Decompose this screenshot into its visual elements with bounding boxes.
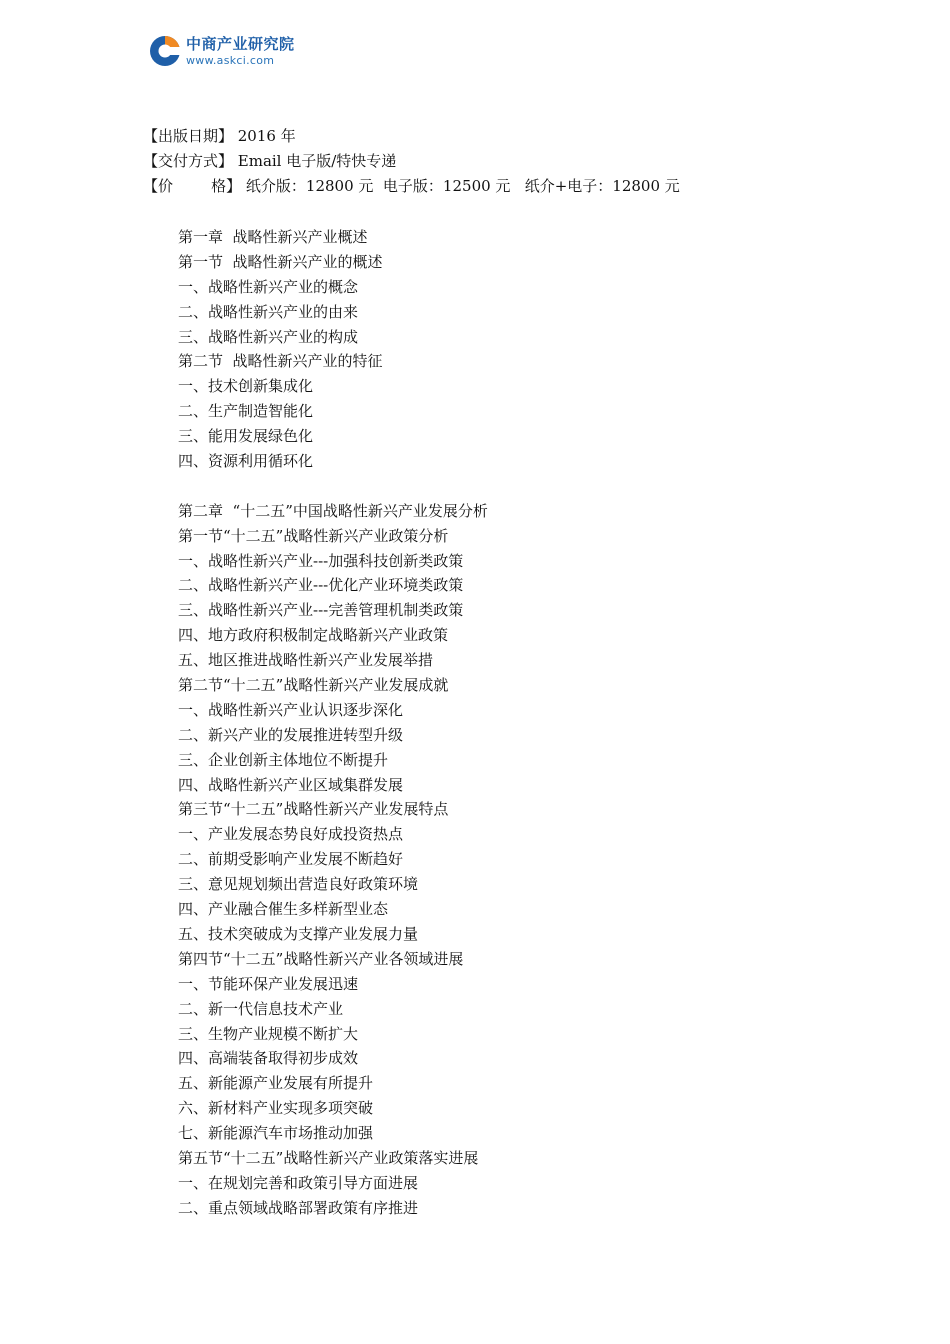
- toc-heading: 第五节“十二五”战略性新兴产业政策落实进展: [178, 1148, 479, 1167]
- toc-item: 四、产业融合催生多样新型业态: [178, 900, 389, 919]
- toc-item: 三、能用发展绿色化: [178, 427, 314, 446]
- toc-item: 二、前期受影响产业发展不断趋好: [178, 850, 404, 869]
- toc-heading: 第二节“十二五”战略性新兴产业发展成就: [178, 676, 449, 695]
- logo-name: 中商产业研究院: [186, 34, 295, 53]
- logo-url: www.askci.com: [186, 53, 275, 67]
- askci-logo-icon: [148, 34, 182, 68]
- toc-heading: 第二节 战略性新兴产业的特征: [178, 352, 383, 371]
- toc-item: 一、在规划完善和政策引导方面进展: [178, 1173, 419, 1192]
- toc-item: 五、新能源产业发展有所提升: [178, 1074, 374, 1093]
- toc-item: 四、高端装备取得初步成效: [178, 1049, 359, 1068]
- toc-item: 六、新材料产业实现多项突破: [178, 1099, 374, 1118]
- toc-item: 三、企业创新主体地位不断提升: [178, 750, 389, 769]
- delivery-method: 【交付方式】 Email 电子版/特快专递: [143, 152, 397, 170]
- toc-item: 三、战略性新兴产业---完善管理机制类政策: [178, 601, 464, 620]
- publish-date: 【出版日期】 2016 年: [143, 127, 296, 145]
- toc-heading: 第一章 战略性新兴产业概述: [178, 228, 368, 246]
- toc-heading: 第一节 战略性新兴产业的概述: [178, 252, 383, 271]
- toc-item: 一、战略性新兴产业认识逐步深化: [178, 700, 404, 719]
- toc-item: 一、战略性新兴产业---加强科技创新类政策: [178, 551, 464, 570]
- price: 【价 格】 纸介版：12800 元 电子版：12500 元 纸介+电子：12800 元: [143, 177, 680, 195]
- toc-item: 三、意见规划频出营造良好政策环境: [178, 875, 419, 894]
- report-meta: [143, 124, 680, 199]
- toc-item: 二、生产制造智能化: [178, 402, 314, 421]
- toc-item: 一、产业发展态势良好成投资热点: [178, 825, 404, 844]
- table-of-contents: [178, 225, 488, 1221]
- toc-item: 二、重点领域战略部署政策有序推进: [178, 1198, 419, 1217]
- toc-item: 五、技术突破成为支撑产业发展力量: [178, 924, 419, 943]
- toc-item: 三、战略性新兴产业的构成: [178, 327, 359, 346]
- toc-item: 一、技术创新集成化: [178, 377, 314, 396]
- toc-spacer: [178, 474, 488, 499]
- toc-item: 二、战略性新兴产业---优化产业环境类政策: [178, 576, 464, 595]
- toc-heading: 第四节“十二五”战略性新兴产业各领域进展: [178, 949, 464, 968]
- toc-item: 五、地区推进战略性新兴产业发展举措: [178, 651, 434, 670]
- toc-item: 四、地方政府积极制定战略新兴产业政策: [178, 626, 449, 645]
- toc-heading: 第三节“十二五”战略性新兴产业发展特点: [178, 800, 449, 819]
- toc-item: 三、生物产业规模不断扩大: [178, 1024, 359, 1043]
- toc-item: 七、新能源汽车市场推动加强: [178, 1124, 374, 1143]
- toc-item: 四、资源利用循环化: [178, 452, 314, 471]
- toc-item: 二、新一代信息技术产业: [178, 999, 344, 1018]
- toc-item: 一、战略性新兴产业的概念: [178, 277, 359, 296]
- company-logo: [148, 32, 295, 70]
- toc-heading: 第二章 “十二五”中国战略性新兴产业发展分析: [178, 501, 488, 520]
- toc-item: 二、战略性新兴产业的由来: [178, 302, 359, 321]
- toc-item: 一、节能环保产业发展迅速: [178, 974, 359, 993]
- toc-item: 二、新兴产业的发展推进转型升级: [178, 725, 404, 744]
- toc-item: 四、战略性新兴产业区域集群发展: [178, 775, 404, 794]
- toc-heading: 第一节“十二五”战略性新兴产业政策分析: [178, 526, 449, 545]
